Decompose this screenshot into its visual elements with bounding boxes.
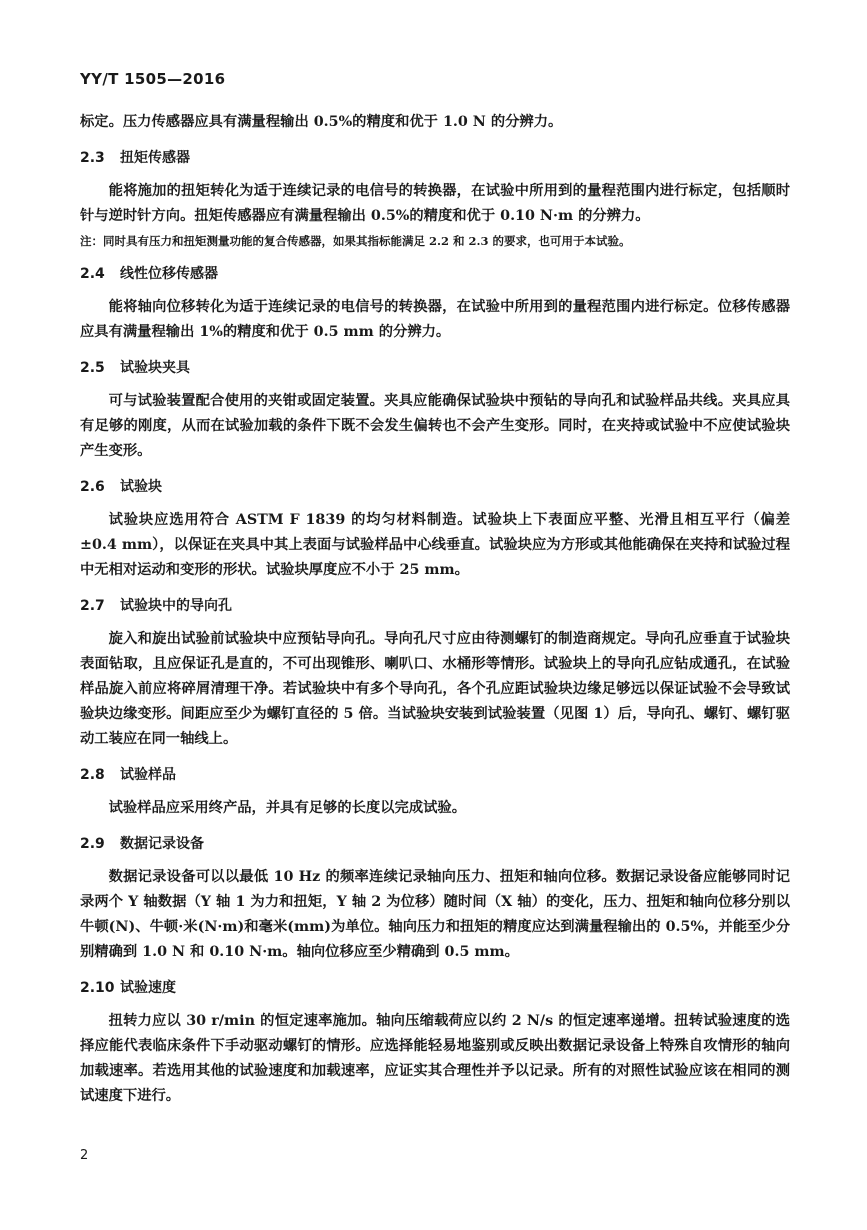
section-number: 2.9 — [80, 836, 105, 852]
section-number: 2.3 — [80, 150, 105, 166]
section-paragraph: 旋入和旋出试验前试验块中应预钻导向孔。导向孔尺寸应由待测螺钉的制造商规定。导向孔应垂直于试验块表面钻取，且应保证孔是直的，不可出现锥形、喇叭口、水桶形等情形。试验块上的导向孔应钻成通孔，在试验样品旋入前应将碎屑清理干净。若试验块中有多个导向孔，各个孔应距试验块边缘足够远以保证试验不会导致试验块边缘变形。间距应至少为螺钉直径的 5 倍。当试验块安装到试验装置（见图 1）后，导向孔、螺钉、螺钉驱动工装应在同一轴线上。 — [80, 631, 790, 747]
section-title: 试验块 — [120, 479, 162, 495]
section-heading — [80, 357, 790, 379]
section-note: 注：同时具有压力和扭矩测量功能的复合传感器，如果其指标能满足 2.2 和 2.3 的要求，也可用于本试验。 — [80, 234, 631, 248]
section-paragraph: 可与试验装置配合使用的夹钳或固定装置。夹具应能确保试验块中预钻的导向孔和试验样品共线。夹具应具有足够的刚度，从而在试验加载的条件下既不会发生偏转也不会产生变形。同时，在夹持或试验中不应使试验块产生变形。 — [80, 393, 790, 459]
section-number: 2.4 — [80, 266, 105, 282]
standard-code: YY/T 1505—2016 — [80, 70, 226, 88]
section-number: 2.10 — [80, 980, 115, 996]
section-title: 试验块中的导向孔 — [120, 598, 232, 614]
section-paragraph: 能将轴向位移转化为适于连续记录的电信号的转换器，在试验中所用到的量程范围内进行标定。位移传感器应具有满量程输出 1%的精度和优于 0.5 mm 的分辨力。 — [80, 299, 790, 340]
section-number: 2.5 — [80, 360, 105, 376]
sections-container — [80, 147, 790, 1109]
section-heading — [80, 147, 790, 169]
section-title: 试验速度 — [120, 980, 176, 996]
continuation-paragraph: 标定。压力传感器应具有满量程输出 0.5%的精度和优于 1.0 N 的分辨力。 — [80, 114, 563, 130]
section-paragraph: 能将施加的扭矩转化为适于连续记录的电信号的转换器，在试验中所用到的量程范围内进行标定，包括顺时针与逆时针方向。扭矩传感器应有满量程输出 0.5%的精度和优于 0.10 N·m 的分辨力。 — [80, 183, 790, 224]
section-title: 扭矩传感器 — [120, 150, 190, 166]
section-number: 2.6 — [80, 479, 105, 495]
section-heading — [80, 595, 790, 617]
section-paragraph: 试验块应选用符合 ASTM F 1839 的均匀材料制造。试验块上下表面应平整、光滑且相互平行（偏差±0.4 mm），以保证在夹具中其上表面与试验样品中心线垂直。试验块应为方形或其他能确保在夹持和试验过程中无相对运动和变形的形状。试验块厚度应不小于 25 mm。 — [80, 512, 790, 578]
section-title: 线性位移传感器 — [120, 266, 218, 282]
section-title: 试验块夹具 — [120, 360, 190, 376]
document-body — [80, 110, 790, 1109]
section-paragraph: 试验样品应采用终产品，并具有足够的长度以完成试验。 — [108, 800, 467, 816]
section-paragraph: 数据记录设备可以以最低 10 Hz 的频率连续记录轴向压力、扭矩和轴向位移。数据记录设备应能够同时记录两个 Y 轴数据（Y 轴 1 为力和扭矩，Y 轴 2 为位移）随时间（X 轴）的变化，压力、扭矩和轴向位移分别以牛顿(N)、牛顿·米(N·m)和毫米(mm)为单位。轴向压力和扭矩的精度应达到满量程输出的 0.5%，并能至少分别精确到 1.0 N 和 0.10 N·m。轴向位移应至少精确到 0.5 mm。 — [80, 869, 790, 960]
section-heading — [80, 263, 790, 285]
section-number: 2.7 — [80, 598, 105, 614]
section-heading — [80, 977, 790, 999]
section-title: 数据记录设备 — [120, 836, 204, 852]
section-title: 试验样品 — [120, 767, 176, 783]
page-number: 2 — [80, 1148, 89, 1163]
section-heading — [80, 833, 790, 855]
section-paragraph: 扭转力应以 30 r/min 的恒定速率施加。轴向压缩载荷应以约 2 N/s 的恒定速率递增。扭转试验速度的选择应能代表临床条件下手动驱动螺钉的情形。应选择能轻易地鉴别或反映出数据记录设备上特殊自攻情形的轴向加载速率。若选用其他的试验速度和加载速率，应证实其合理性并予以记录。所有的对照性试验应该在相同的测试速度下进行。 — [80, 1013, 790, 1104]
section-heading — [80, 476, 790, 498]
section-heading — [80, 764, 790, 786]
section-number: 2.8 — [80, 767, 105, 783]
